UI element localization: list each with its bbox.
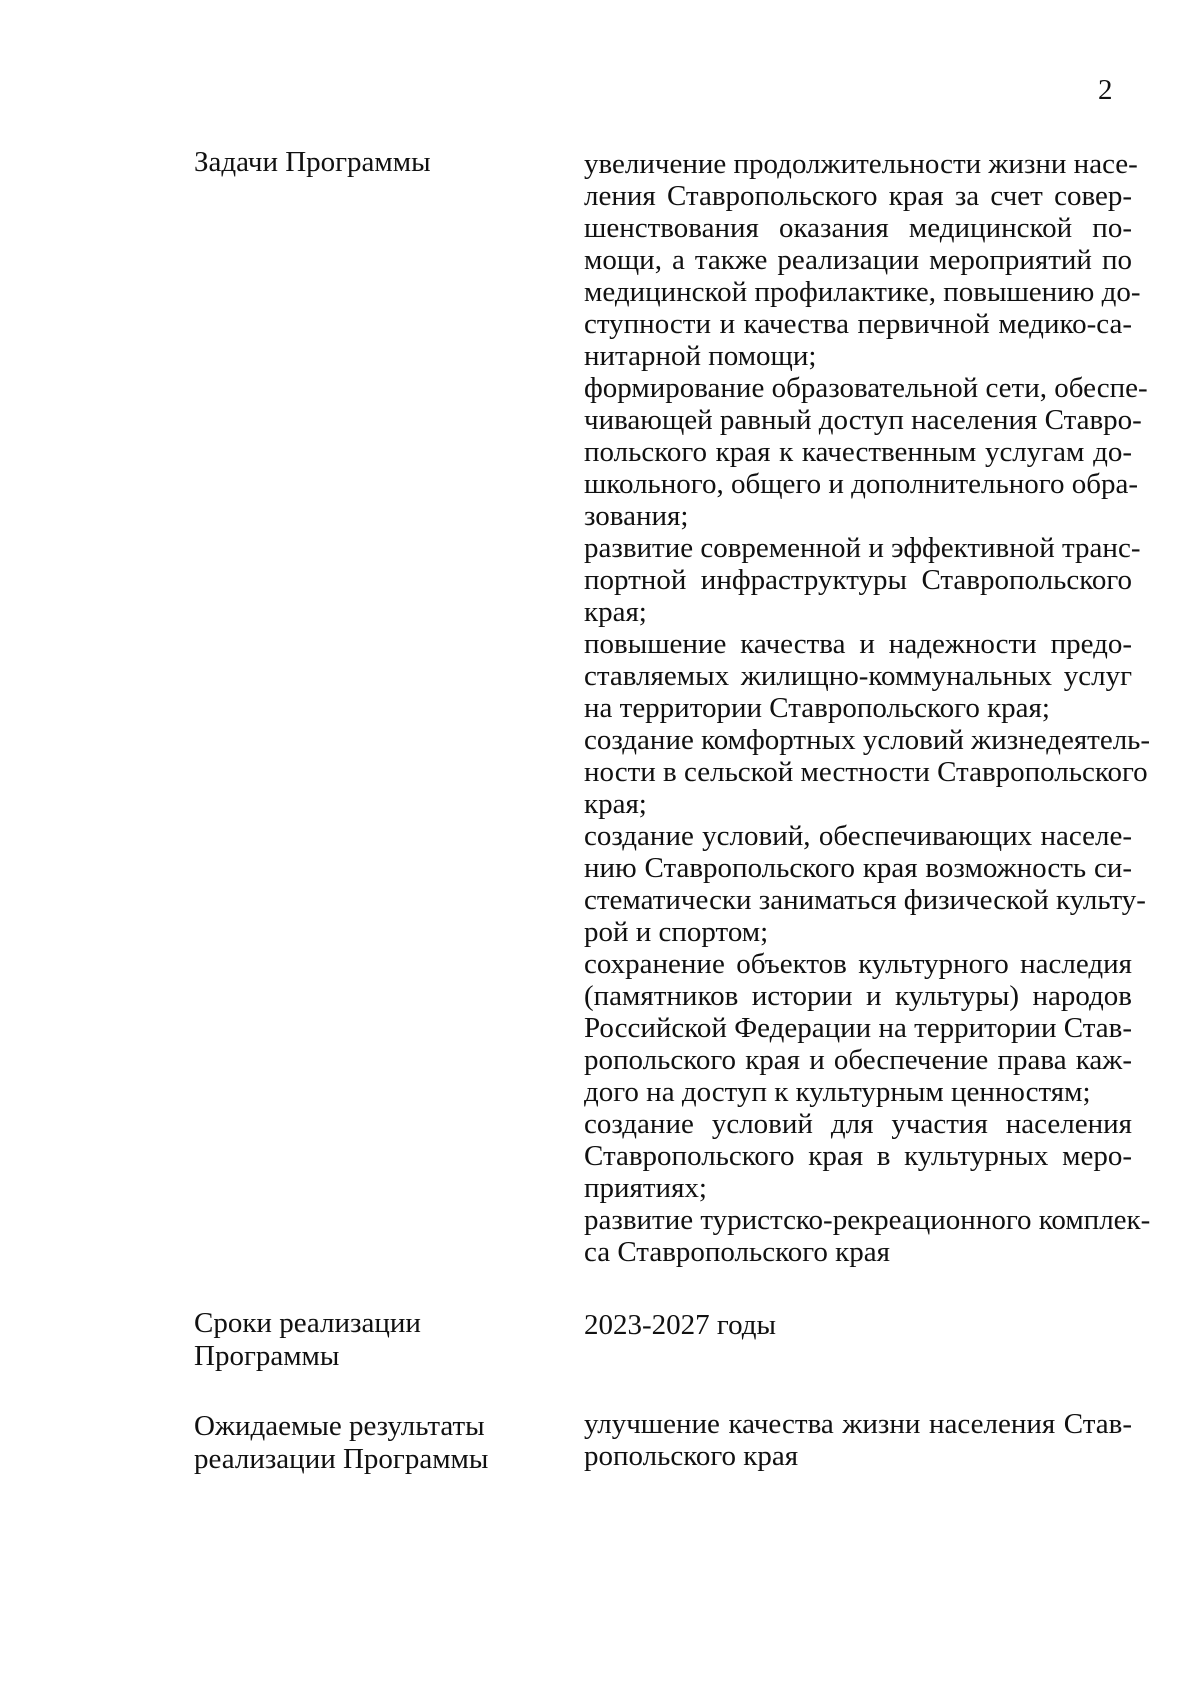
content-line: мощи, а также реализации мероприятий по — [584, 244, 1132, 276]
results-label-line: Ожидаемые результаты — [194, 1410, 485, 1442]
content-line: ропольского края — [584, 1440, 799, 1472]
content-line: Ставропольского края в культурных меро- — [584, 1140, 1132, 1172]
content-line: создание условий, обеспечивающих населе- — [584, 820, 1132, 852]
content-line: увеличение продолжительности жизни насе- — [584, 148, 1138, 180]
content-line: Российской Федерации на территории Став- — [584, 1012, 1132, 1044]
content-line: ления Ставропольского края за счет совер- — [584, 180, 1132, 212]
content-line: нитарной помощи; — [584, 340, 817, 372]
content-line: чивающей равный доступ населения Ставро- — [584, 404, 1142, 436]
content-line: формирование образовательной сети, обеспе- — [584, 372, 1148, 404]
results-content — [584, 1408, 1132, 1472]
content-line: развитие туристско-рекреационного комплек- — [584, 1204, 1151, 1236]
content-line: ставляемых жилищно-коммунальных услуг — [584, 660, 1132, 692]
content-line: приятиях; — [584, 1172, 707, 1204]
content-line: развитие современной и эффективной транс- — [584, 532, 1141, 564]
content-line: зования; — [584, 500, 689, 532]
results-label — [194, 1410, 488, 1476]
content-line: создание комфортных условий жизнедеятель- — [584, 724, 1151, 756]
content-line: са Ставропольского края — [584, 1236, 890, 1268]
content-line: улучшение качества жизни населения Став- — [584, 1408, 1132, 1440]
tasks-label-text: Задачи Программы — [194, 146, 431, 178]
content-line: края; — [584, 596, 647, 628]
content-line: повышение качества и надежности предо- — [584, 628, 1132, 660]
content-line: рой и спортом; — [584, 916, 769, 948]
content-line: портной инфраструктуры Ставропольского — [584, 564, 1132, 596]
content-line: (памятников истории и культуры) народов — [584, 980, 1132, 1012]
content-line: ности в сельской местности Ставропольского — [584, 756, 1148, 788]
terms-label — [194, 1307, 421, 1373]
content-line: дого на доступ к культурным ценностям; — [584, 1076, 1091, 1108]
results-label-line: реализации Программы — [194, 1443, 489, 1475]
terms-content — [584, 1309, 1132, 1341]
content-line: сохранение объектов культурного наследия — [584, 948, 1132, 980]
content-line: на территории Ставропольского края; — [584, 692, 1050, 724]
content-line: создание условий для участия населения — [584, 1108, 1132, 1140]
content-line: стематически заниматься физической культу- — [584, 884, 1146, 916]
page-number: 2 — [1098, 74, 1113, 106]
content-line: края; — [584, 788, 647, 820]
content-line: польского края к качественным услугам до- — [584, 436, 1132, 468]
content-line: школьного, общего и дополнительного обра- — [584, 468, 1138, 500]
content-line: ступности и качества первичной медико-са- — [584, 308, 1132, 340]
terms-value: 2023-2027 годы — [584, 1309, 776, 1341]
tasks-content — [584, 148, 1151, 1268]
terms-label-line: Сроки реализации — [194, 1307, 421, 1339]
terms-label-line: Программы — [194, 1340, 340, 1372]
content-line: медицинской профилактике, повышению до- — [584, 276, 1141, 308]
content-line: ропольского края и обеспечение права каж- — [584, 1044, 1132, 1076]
content-line: шенствования оказания медицинской по- — [584, 212, 1132, 244]
tasks-label — [194, 146, 431, 179]
content-line: нию Ставропольского края возможность си- — [584, 852, 1132, 884]
